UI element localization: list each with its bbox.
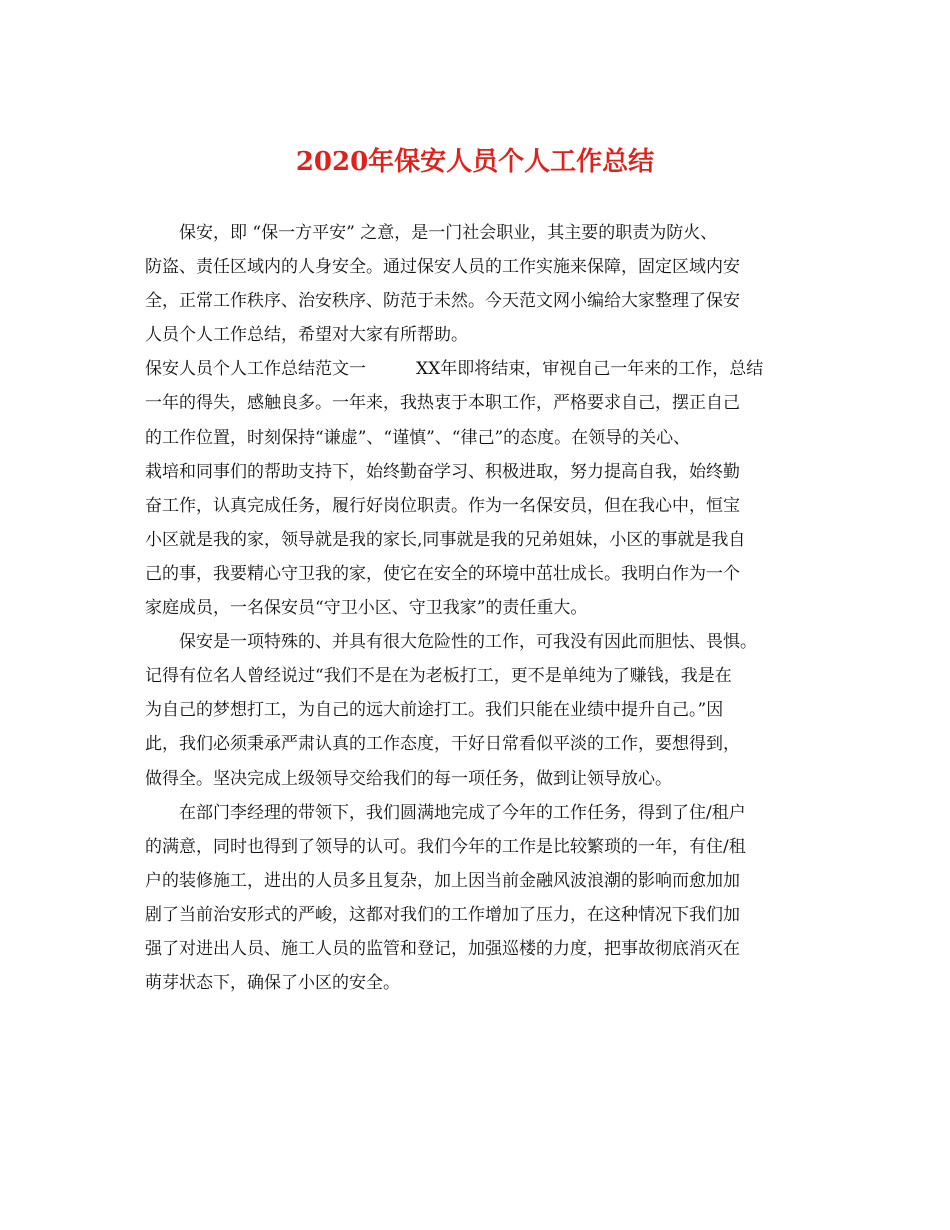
text-line: 萌芽状态下，确保了小区的安全。 [145,973,400,994]
text-line [145,352,805,386]
text-line: 的满意，同时也得到了领导的认可。我们今年的工作是比较繁琐的一年，有住/租 [145,836,746,857]
text-line: 在部门李经理的带领下，我们圆满地完成了今年的工作任务，得到了住/租户 [179,802,746,823]
text-line: 己的事，我要精心守卫我的家，使它在安全的环境中茁壮成长。我明白作为一个 [145,563,740,584]
text-line: 保安是一项特殊的、并具有很大危险性的工作，可我没有因此而胆怯、畏惧。 [179,632,757,653]
text-line: 为自己的梦想打工，为自己的远大前途打工。我们只能在业绩中提升自己。”因 [145,700,724,721]
section-first-line: XX年即将结束，审视自己一年来的工作，总结 [416,359,764,380]
text-line: 强了对进出人员、施工人员的监管和登记，加强巡楼的力度，把事故彻底消灭在 [145,938,740,959]
text-line: 剧了当前治安形式的严峻，这都对我们的工作增加了压力，在这种情况下我们加 [145,904,740,925]
paragraph-3 [145,796,805,1001]
text-line: 户的装修施工，进出的人员多且复杂，加上因当前金融风波浪潮的影响而愈加加 [145,870,740,891]
text-line: 奋工作，认真完成任务，履行好岗位职责。作为一名保安员，但在我心中，恒宝 [145,495,740,516]
text-line: 此，我们必须秉承严肃认真的工作态度，干好日常看似平淡的工作，要想得到， [145,734,740,755]
text-line: 人员个人工作总结，希望对大家有所帮助。 [145,325,468,346]
text-line: 家庭成员，一名保安员“守卫小区、守卫我家”的责任重大。 [145,598,588,619]
text-line: 一年的得失，感触良多。一年来，我热衷于本职工作，严格要求自己，摆正自己 [145,393,740,414]
text-line: 记得有位名人曾经说过“我们不是在为老板打工，更不是单纯为了赚钱，我是在 [145,666,732,687]
text-line: 小区就是我的家，领导就是我的家长,同事就是我的兄弟姐妹，小区的事就是我自 [145,529,746,550]
text-line: 的工作位置，时刻保持“谦虚”、“谨慎”、“律己”的态度。在领导的关心、 [145,427,691,448]
section-heading: 保安人员个人工作总结范文一 [145,359,366,380]
text-line: 防盗、责任区域内的人身安全。通过保安人员的工作实施来保障，固定区域内安 [145,257,740,278]
document-title: 2020年保安人员个人工作总结 [295,147,655,177]
document-body [145,216,805,1000]
intro-paragraph [145,216,805,352]
paragraph-2 [145,625,805,795]
text-line: 栽培和同事们的帮助支持下，始终勤奋学习、积极进取，努力提高自我，始终勤 [145,461,740,482]
text-line: 保安，即 “保一方平安” 之意，是一门社会职业，其主要的职责为防火、 [179,223,718,243]
text-line: 做得全。坚决完成上级领导交给我们的每一项任务，做到让领导放心。 [145,768,672,789]
text-line: 全，正常工作秩序、治安秩序、防范于未然。今天范文网小编给大家整理了保安 [145,291,740,312]
section-paragraph [145,352,805,625]
